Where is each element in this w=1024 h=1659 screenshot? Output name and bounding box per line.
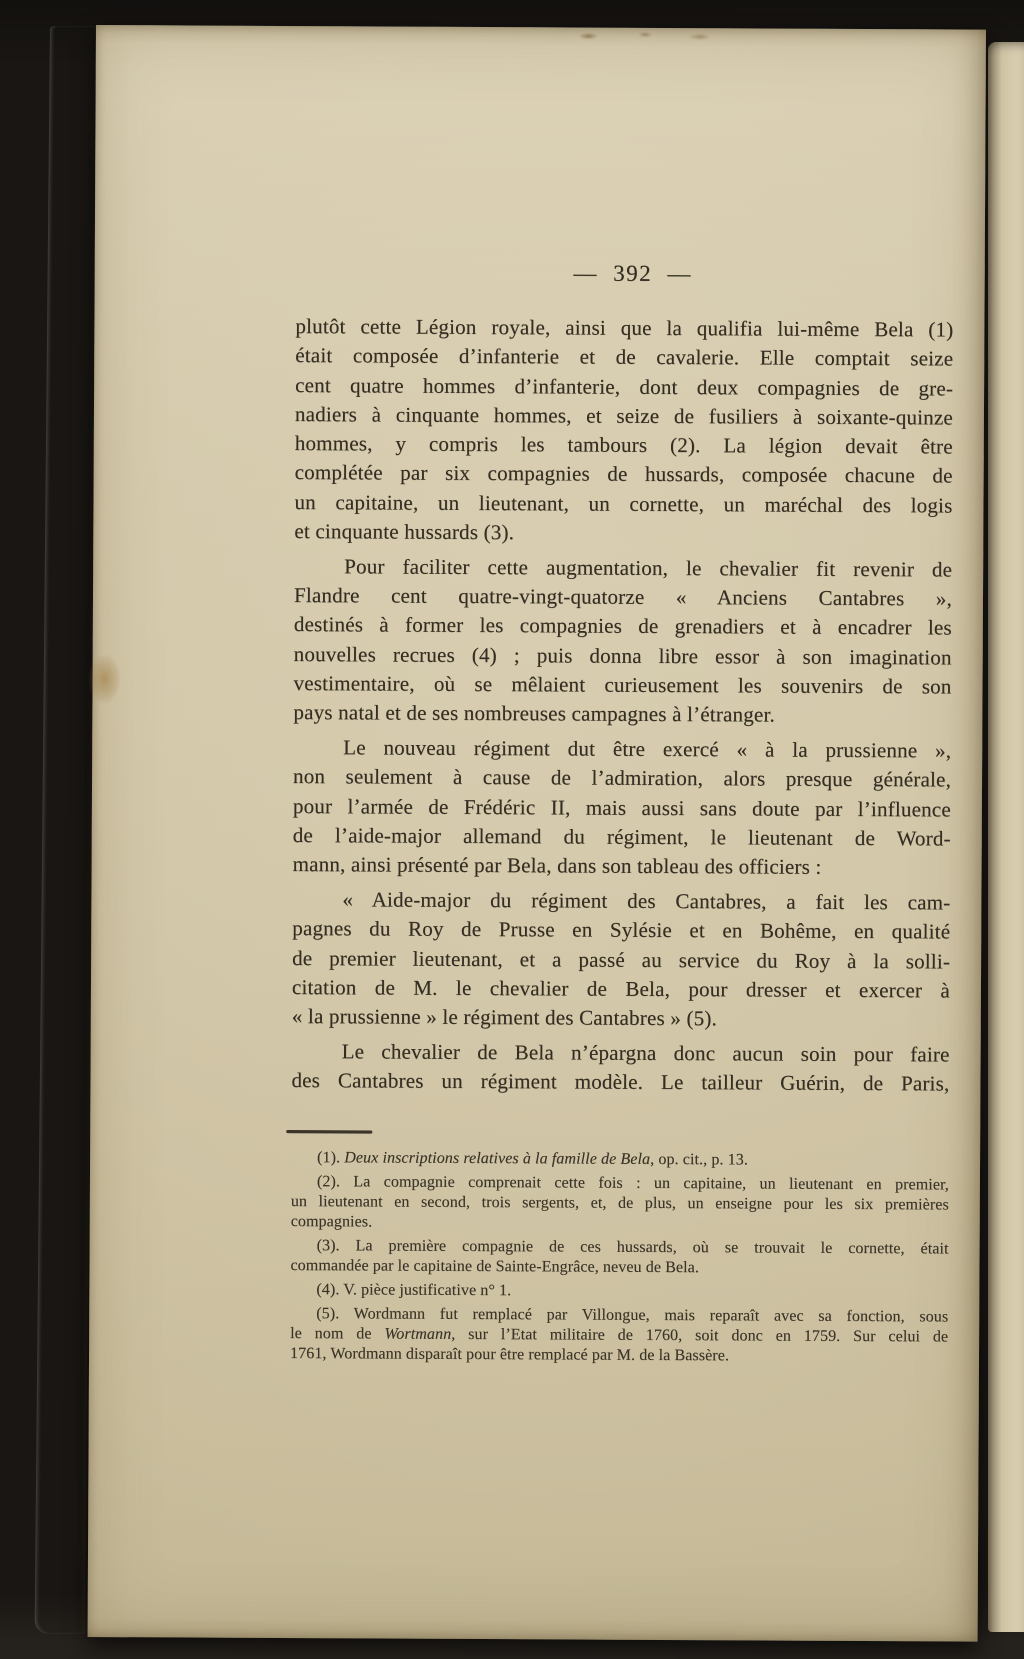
text-line: Pour faciliter cette augmentation, le chevalier fit revenir de [344, 554, 953, 582]
text-line: citation de M. le chevalier de Bela, pour dresser et exercer à [291, 975, 951, 1003]
text-line: Flandre cent quatre-vingt-quatorze « Anciens Cantabres », [293, 583, 953, 611]
text-line: (4). V. pièce justificative n° 1. [316, 1281, 512, 1300]
text-line: plutôt cette Légion royale, ainsi que la qualifia lui-même Bela (1) [295, 314, 954, 342]
text-line: commandée par le capitaine de Sainte-Engrâce, neveu de Bela. [290, 1257, 700, 1277]
text-line: (2). La compagnie comprenait cette fois : un capitaine, un lieutenant en premier, [316, 1172, 949, 1194]
text-line: destinés à former les compagnies de grenadiers et à encadrer les [293, 612, 952, 640]
text-line: (3). La première compagnie de ces hussards, où se trouvait le cornette, était [316, 1237, 949, 1258]
paragraph [294, 312, 953, 550]
text-line: pour l’armée de Frédéric II, mais aussi sans doute par l’influence [292, 793, 951, 822]
footnote [290, 1236, 948, 1280]
text-line: de premier lieutenant, et a passé au service du Roy à la solli- [292, 945, 951, 974]
paragraph [291, 1037, 949, 1099]
text-line: compagnies. [290, 1213, 373, 1231]
paragraph [293, 552, 952, 731]
text-line: et cinquante hussards (3). [294, 519, 515, 545]
text-line: non seulement à cause de l’admiration, alors presque générale, [293, 764, 952, 792]
footnote [290, 1280, 948, 1304]
next-page-edge [988, 42, 1024, 1632]
paragraph [293, 733, 952, 883]
text-line: complétée par six compagnies de hussards, composée chacune de [294, 460, 953, 488]
text-line: cent quatre hommes d’infanterie, dont deux compagnies de gre- [295, 372, 954, 401]
book-page [88, 25, 986, 1642]
text-line: un lieutenant en second, trois sergents, et, de plus, un enseigne pour les six premières [290, 1193, 949, 1214]
smudge [536, 29, 746, 42]
text-line: pays natal et de ses nombreuses campagnes à l’étranger. [293, 700, 776, 727]
page-number: — 392 — [573, 260, 693, 287]
text-line: des Cantabres un régiment modèle. Le tailleur Guérin, de Paris, [291, 1068, 950, 1096]
footnotes [290, 1148, 949, 1371]
text-line: Le chevalier de Bela n’épargna donc aucun soin pour faire [341, 1039, 950, 1067]
footnote [291, 1148, 949, 1172]
text-line: hommes, y compris les tambours (2). La légion devait être [294, 431, 953, 459]
text-line: nadiers à cinquante hommes, et seize de fusiliers à soixante-quinze [294, 401, 954, 430]
footnote [290, 1304, 948, 1369]
body-text [291, 312, 953, 1105]
text-line: (1). Deux inscriptions relatives à la famille de Bela, op. cit., p. 13. [317, 1149, 749, 1169]
text-line: mann, ainsi présenté par Bela, dans son tableau des officiers : [292, 852, 822, 880]
stain [82, 645, 126, 713]
text-line: nouvelles recrues (4) ; puis donna libre essor à son imagination [293, 641, 952, 670]
footnote-rule [286, 1130, 372, 1133]
text-line: de l’aide-major allemand du régiment, le lieutenant de Word- [292, 823, 951, 851]
text-line: un capitaine, un lieutenant, un cornette, un maréchal des logis [294, 489, 953, 518]
text-line: « Aide-major du régiment des Cantabres, a fait les cam- [342, 887, 951, 915]
text-line: 1761, Wordmann disparaît pour être remplacé par M. de la Bassère. [289, 1345, 730, 1365]
text-line: était composée d’infanterie et de cavalerie. Elle comptait seize [295, 343, 954, 371]
text-line: vestimentaire, où se mêlaient curieusement les souvenirs de son [293, 671, 952, 699]
text-line: le nom de Wortmann, sur l’Etat militaire de 1760, soit donc en 1759. Sur celui de [290, 1325, 949, 1346]
text-line: pagnes du Roy de Prusse en Sylésie et en Bohême, en qualité [292, 916, 951, 944]
footnote [291, 1172, 949, 1237]
paragraph [292, 885, 951, 1035]
text-line: (5). Wordmann fut remplacé par Villongue, mais reparaît avec sa fonction, sous [316, 1304, 949, 1326]
text-line: Le nouveau régiment dut être exercé « à la prussienne », [343, 735, 952, 763]
text-line: « la prussienne » le régiment des Cantabres » (5). [291, 1004, 718, 1031]
